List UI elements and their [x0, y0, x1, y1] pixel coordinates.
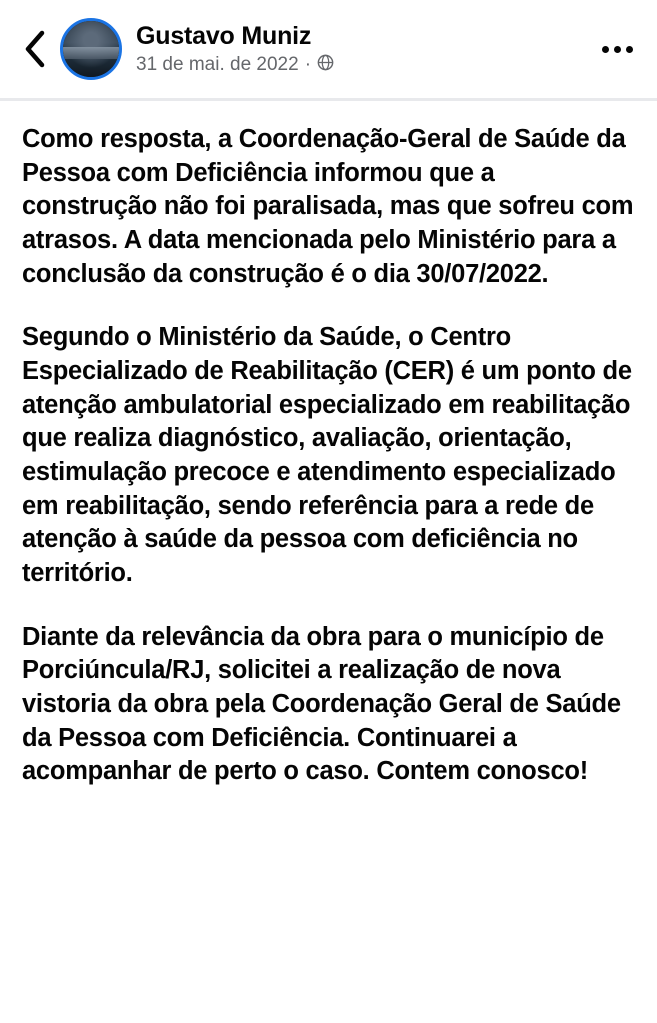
- more-options-icon: [602, 46, 609, 53]
- post-header: [0, 0, 657, 101]
- poster-name[interactable]: Gustavo Muniz: [136, 22, 312, 50]
- chevron-left-icon: [23, 30, 47, 68]
- post-author-block: [136, 22, 595, 76]
- more-options-button[interactable]: [595, 27, 639, 71]
- post-content: [0, 101, 657, 1023]
- globe-icon[interactable]: [317, 54, 334, 76]
- post-paragraph: Segundo o Ministério da Saúde, o Centro Especializado de Reabilitação (CER) é um ponto de atenção ambulatorial especializado em reabilitação que realiza diagnóstico, avaliação, orientação, estimulação precoce e atendimento especializado em reabilitação, sendo referência para a rede de atenção à saúde da pessoa com deficiência no território.: [22, 323, 632, 587]
- post-paragraph: Diante da relevância da obra para o município de Porciúncula/RJ, solicitei a realização de nova vistoria da obra pela Coordenação Geral de Saúde da Pessoa com Deficiência. Continuarei a acompanhar de perto o caso. Contem conosco!: [22, 622, 621, 786]
- post-date[interactable]: 31 de mai. de 2022: [136, 54, 299, 75]
- avatar-image-band: [63, 47, 119, 59]
- more-options-icon: [614, 46, 621, 53]
- back-button[interactable]: [14, 25, 56, 73]
- post-meta: [136, 54, 595, 76]
- post-paragraph: Como resposta, a Coordenação-Geral de Saúde da Pessoa com Deficiência informou que a construção não foi paralisada, mas que sofreu com atrasos. A data mencionada pelo Ministério para a conclusão da construção é o dia 30/07/2022.: [22, 125, 634, 288]
- avatar[interactable]: [60, 18, 122, 80]
- more-options-icon: [626, 46, 633, 53]
- meta-separator: ·: [304, 54, 312, 75]
